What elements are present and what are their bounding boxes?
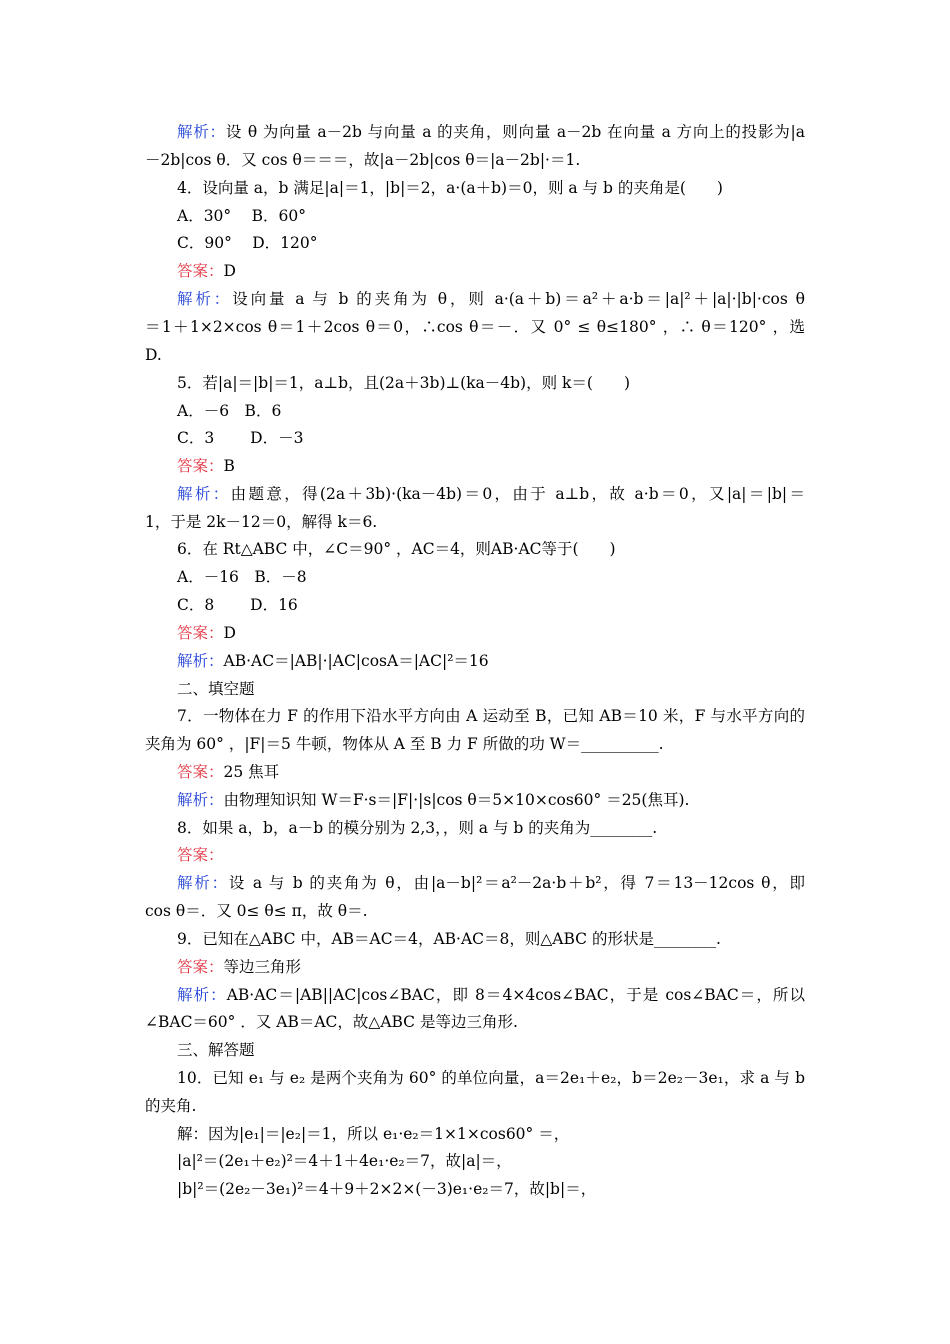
q8-answer (177, 845, 837, 865)
q4-options-ab: A．30° B．60° (177, 207, 306, 225)
q4-analysis-line (177, 289, 805, 309)
section-heading-solve: 三、解答题 (177, 1041, 255, 1059)
analysis-label: 解析： (177, 290, 233, 308)
q6-stem: 6．在 Rt△ABC 中，∠C＝90° ，AC＝4，则AB·AC等于( ) (177, 540, 616, 558)
q4-analysis-line3: D. (145, 346, 162, 364)
q10-solution-line1: 解：因为|e₁|＝|e₂|＝1，所以 e₁·e₂＝1×1×cos60° ＝， (177, 1125, 570, 1143)
section-heading-fill: 二、填空题 (177, 680, 255, 698)
q9-answer-value: 等边三角形 (223, 958, 302, 976)
analysis-label: 解析： (177, 123, 226, 141)
analysis-label: 解析： (177, 791, 224, 809)
q5-answer (177, 456, 837, 476)
analysis-label: 解析： (177, 652, 224, 670)
q7-answer-value: 25 焦耳 (223, 763, 280, 781)
q5-analysis-text: 由题意，得(2a＋3b)·(ka－4b)＝0，由于 a⊥b，故 a·b＝0，又|a|＝|b|＝ (230, 485, 805, 503)
q6-answer (177, 623, 837, 643)
q4-stem: 4．设向量 a，b 满足|a|＝1，|b|＝2，a·(a＋b)＝0，则 a 与 b 的夹角是( ) (177, 179, 723, 197)
q4-analysis-text: 设向量 a 与 b 的夹角为 θ，则 a·(a＋b)＝a²＋a·b＝|a|²＋|a|·|b|·cos θ (232, 290, 805, 308)
analysis-label: 解析： (177, 874, 229, 892)
q5-analysis-line2: 1，于是 2k－12＝0，解得 k＝6. (145, 513, 378, 531)
q6-options-ab: A．－16 B．－8 (177, 568, 307, 586)
q7-analysis-text: 由物理知识知 W＝F·s＝|F|·|s|cos θ＝5×10×cos60° ＝25(焦耳). (223, 791, 690, 809)
q6-answer-value: D (223, 624, 236, 642)
q10-solution-line2: |a|²＝(2e₁＋e₂)²＝4＋1＋4e₁·e₂＝7，故|a|＝， (177, 1152, 512, 1170)
q7-stem-line2: 夹角为 60° ，|F|＝5 牛顿，物体从 A 至 B 力 F 所做的功 W＝__________. (145, 735, 664, 753)
q8-analysis-line (177, 873, 805, 893)
q9-analysis-text: AB·AC＝|AB||AC|cos∠BAC，即 8＝4×4cos∠BAC，于是 cos∠BAC＝，所以 (226, 986, 805, 1004)
q8-stem: 8．如果 a，b，a－b 的模分别为 2,3，，则 a 与 b 的夹角为________. (177, 819, 658, 837)
q5-options-cd: C．3 D．－3 (177, 429, 304, 447)
q6-analysis-line (177, 651, 837, 671)
analysis-label: 解析： (177, 485, 231, 503)
q10-solution-line3: |b|²＝(2e₂－3e₁)²＝4＋9＋2×2×(－3)e₁·e₂＝7，故|b|＝， (177, 1180, 597, 1198)
answer-label: 答案： (177, 624, 224, 642)
q8-analysis-text: 设 a 与 b 的夹角为 θ，由|a－b|²＝a²－2a·b＋b²，得 7＝13－12cos θ，即 (228, 874, 805, 892)
q4-answer (177, 261, 837, 281)
answer-label: 答案： (177, 763, 224, 781)
answer-label: 答案： (177, 457, 224, 475)
q4-analysis-line2: ＝1＋1×2×cos θ＝1＋2cos θ＝0，∴cos θ＝－．又 0° ≤ θ≤180° ，∴ θ＝120° ，选 (145, 318, 805, 336)
q10-stem: 10．已知 e₁ 与 e₂ 是两个夹角为 60° 的单位向量，a＝2e₁＋e₂，b＝2e₂－3e₁，求 a 与 b (177, 1069, 805, 1087)
q4-answer-value: D (223, 262, 236, 280)
q7-stem: 7．一物体在力 F 的作用下沿水平方向由 A 运动至 B，已知 AB＝10 米，F 与水平方向的 (177, 707, 805, 725)
q6-analysis-text: AB·AC＝|AB|·|AC|cosA＝|AC|²＝16 (223, 652, 489, 670)
q5-stem: 5．若|a|＝|b|＝1，a⊥b，且(2a＋3b)⊥(ka－4b)，则 k＝( ) (177, 374, 630, 392)
analysis-label: 解析： (177, 986, 227, 1004)
q4-options-cd: C．90° D．120° (177, 234, 318, 252)
q9-answer (177, 957, 837, 977)
q3-analysis-text: 设 θ 为向量 a－2b 与向量 a 的夹角，则向量 a－2b 在向量 a 方向上的投影为|a (225, 123, 805, 141)
answer-label: 答案： (177, 262, 224, 280)
q5-options-ab: A．－6 B．6 (177, 402, 282, 420)
q8-analysis-line2: cos θ＝．又 0≤ θ≤ π，故 θ＝. (145, 902, 368, 920)
answer-label: 答案： (177, 958, 224, 976)
q6-options-cd: C．8 D．16 (177, 596, 298, 614)
q7-answer (177, 762, 837, 782)
q5-answer-value: B (223, 457, 235, 475)
q9-analysis-line2: ∠BAC＝60° ．又 AB＝AC，故△ABC 是等边三角形. (145, 1013, 518, 1031)
q5-analysis-line (177, 484, 805, 504)
q9-stem: 9．已知在△ABC 中，AB＝AC＝4，AB·AC＝8，则△ABC 的形状是________. (177, 930, 721, 948)
answer-label: 答案： (177, 846, 224, 864)
q3-analysis-line (177, 122, 805, 142)
q7-analysis-line (177, 790, 837, 810)
q3-analysis-line2: －2b|cos θ．又 cos θ＝＝＝，故|a－2b|cos θ＝|a－2b|·＝1. (145, 151, 581, 169)
q10-stem-line2: 的夹角. (145, 1097, 197, 1115)
q9-analysis-line (177, 985, 805, 1005)
